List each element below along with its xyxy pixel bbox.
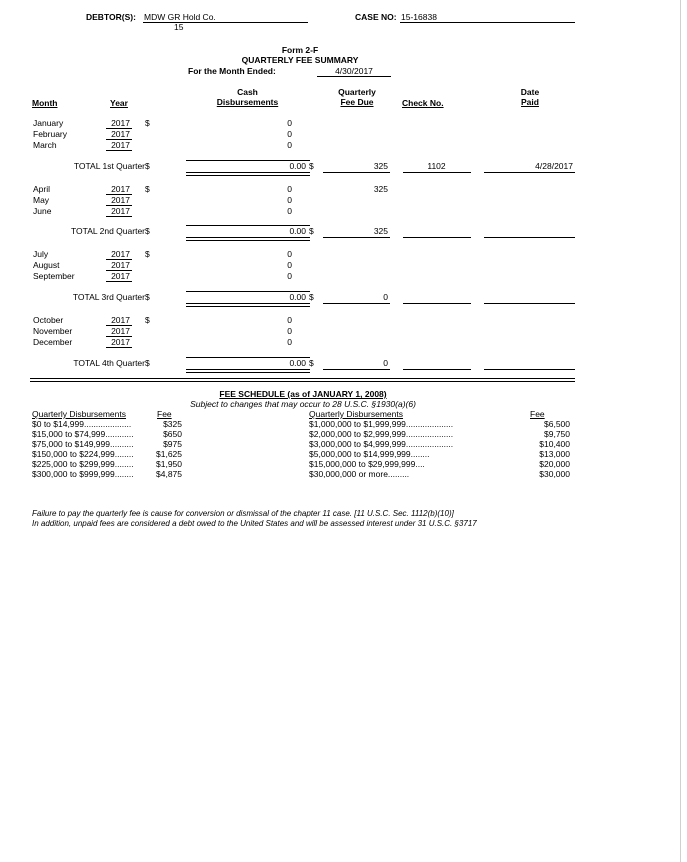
month-name: April xyxy=(33,184,51,194)
total-double-underline xyxy=(186,172,310,176)
fee-due-value: 325 xyxy=(373,226,388,236)
fee-range: $15,000 to $74,999............ xyxy=(32,429,134,439)
dollar-sign: $ xyxy=(145,358,150,368)
fee-due-underline xyxy=(323,172,390,173)
fee-col-disbursements-right: Quarterly Disbursements xyxy=(309,409,404,419)
footer-note-line1: Failure to pay the quarterly fee is cause for conversion or dismissal of the chapter 11 case. [11 U.S.C. Sec. 1112(b)(10)] xyxy=(32,509,454,518)
quarter-total-label: TOTAL 1st Quarter xyxy=(73,161,145,171)
year-value: 2017 xyxy=(111,249,130,259)
year-underline xyxy=(106,205,132,206)
fee-due-underline xyxy=(323,237,390,238)
fee-amount: $1,625 xyxy=(156,449,182,459)
fee-range: $225,000 to $299,999........ xyxy=(32,459,134,469)
dollar-sign: $ xyxy=(309,358,314,368)
year-underline xyxy=(106,216,132,217)
year-underline xyxy=(106,139,132,140)
date-underline xyxy=(484,303,575,304)
month-name: August xyxy=(33,260,60,270)
fee-amount: $650 xyxy=(163,429,182,439)
cash-value: 0 xyxy=(287,129,292,139)
dollar-sign: $ xyxy=(145,161,150,171)
month-name: January xyxy=(33,118,64,128)
col-month: Month xyxy=(32,98,58,108)
fee-amount: $6,500 xyxy=(544,419,570,429)
check-underline xyxy=(403,172,471,173)
col-date-line1: Date xyxy=(520,87,540,97)
fee-range: $3,000,000 to $4,999,999.................... xyxy=(309,439,454,449)
col-quarterly-line1: Quarterly xyxy=(338,87,376,97)
dollar-sign: $ xyxy=(145,184,150,194)
quarter-total-cash: 0.00 xyxy=(289,292,306,302)
fee-range: $2,000,000 to $2,999,999.................... xyxy=(309,429,454,439)
year-underline xyxy=(106,128,132,129)
year-value: 2017 xyxy=(111,184,130,194)
dollar-sign: $ xyxy=(145,226,150,236)
year-value: 2017 xyxy=(111,129,130,139)
cash-value: 0 xyxy=(287,260,292,270)
dollar-sign: $ xyxy=(145,315,150,325)
fee-range: $5,000,000 to $14,999,999........ xyxy=(309,449,430,459)
debtor-underline xyxy=(143,22,308,23)
quarter-total-label: TOTAL 3rd Quarter xyxy=(72,292,145,302)
year-value: 2017 xyxy=(111,195,130,205)
fee-due-value: 0 xyxy=(383,292,388,302)
case-label: CASE NO: xyxy=(355,12,397,22)
cash-value: 0 xyxy=(287,195,292,205)
year-underline xyxy=(106,259,132,260)
fee-due-value: 325 xyxy=(373,161,388,171)
check-number-value: 1102 xyxy=(427,161,446,171)
cash-value: 0 xyxy=(287,337,292,347)
cash-value: 0 xyxy=(287,315,292,325)
quarter-total-label: TOTAL 4th Quarter xyxy=(73,358,145,368)
month-ended-value: 4/30/2017 xyxy=(335,66,373,76)
cash-value: 0 xyxy=(287,206,292,216)
cash-value: 0 xyxy=(287,140,292,150)
cash-value: 0 xyxy=(287,249,292,259)
year-underline xyxy=(106,336,132,337)
fee-due-underline xyxy=(323,369,390,370)
cash-value: 0 xyxy=(287,271,292,281)
debtor-label: DEBTOR(S): xyxy=(86,12,136,22)
fee-due-underline xyxy=(323,303,390,304)
col-year: Year xyxy=(110,98,128,108)
date-paid-value: 4/28/2017 xyxy=(535,161,573,171)
dollar-sign: $ xyxy=(309,226,314,236)
page-edge xyxy=(680,0,681,862)
fee-range: $15,000,000 to $29,999,999.... xyxy=(309,459,425,469)
dollar-sign: $ xyxy=(309,292,314,302)
month-ended-underline xyxy=(317,76,391,77)
year-value: 2017 xyxy=(111,326,130,336)
fee-range: $300,000 to $999,999........ xyxy=(32,469,134,479)
quarter-total-cash: 0.00 xyxy=(289,161,306,171)
fee-amount: $9,750 xyxy=(544,429,570,439)
year-value: 2017 xyxy=(111,271,130,281)
cash-value: 0 xyxy=(287,118,292,128)
case-underline xyxy=(400,22,575,23)
form-number: Form 2-F xyxy=(281,45,319,55)
month-name: December xyxy=(33,337,73,347)
year-value: 2017 xyxy=(111,315,130,325)
col-fee-due-line2: Fee Due xyxy=(340,97,374,107)
year-underline xyxy=(106,347,132,348)
check-underline xyxy=(403,237,471,238)
total-double-underline xyxy=(186,369,310,373)
quarter-total-label: TOTAL 2nd Quarter xyxy=(70,226,145,236)
fee-due-value: 0 xyxy=(383,358,388,368)
fee-amount: $20,000 xyxy=(539,459,570,469)
fee-col-fee-right: Fee xyxy=(530,409,545,419)
quarter-total-cash: 0.00 xyxy=(289,358,306,368)
debtor-name: MDW GR Hold Co. xyxy=(144,12,216,22)
footer-note-line2: In addition, unpaid fees are considered a debt owed to the United States and will be assessed interest under 31 U.S.C. §3717 xyxy=(32,519,477,528)
fee-col-fee-left: Fee xyxy=(157,409,172,419)
dollar-sign: $ xyxy=(145,249,150,259)
date-underline xyxy=(484,172,575,173)
fee-amount: $4,875 xyxy=(156,469,182,479)
fee-amount: $325 xyxy=(163,419,182,429)
month-name: July xyxy=(33,249,49,259)
fee-amount: $1,950 xyxy=(156,459,182,469)
month-name: March xyxy=(33,140,57,150)
debtor-sub: 15 xyxy=(174,22,184,32)
col-cash-line1: Cash xyxy=(237,87,258,97)
check-underline xyxy=(403,369,471,370)
year-underline xyxy=(106,150,132,151)
col-paid-line2: Paid xyxy=(521,97,539,107)
form-title: QUARTERLY FEE SUMMARY xyxy=(241,55,359,65)
month-name: May xyxy=(33,195,50,205)
fee-amount: $10,400 xyxy=(539,439,570,449)
month-name: February xyxy=(33,129,68,139)
check-underline xyxy=(403,303,471,304)
fee-range: $30,000,000 or more......... xyxy=(309,469,410,479)
year-underline xyxy=(106,281,132,282)
total-double-underline xyxy=(186,237,310,241)
fee-range: $0 to $14,999.................... xyxy=(32,419,132,429)
year-underline xyxy=(106,325,132,326)
col-check-no: Check No. xyxy=(402,98,444,108)
month-name: June xyxy=(33,206,52,216)
fee-schedule-title: FEE SCHEDULE (as of JANUARY 1, 2008) xyxy=(219,389,387,399)
fee-schedule-subtitle: Subject to changes that may occur to 28 U.S.C. §1930(a)(6) xyxy=(190,399,416,409)
quarter-total-cash: 0.00 xyxy=(289,226,306,236)
cash-value: 0 xyxy=(287,326,292,336)
month-name: October xyxy=(33,315,64,325)
month-fee-value: 325 xyxy=(373,184,388,194)
date-underline xyxy=(484,237,575,238)
cash-value: 0 xyxy=(287,184,292,194)
fee-range: $1,000,000 to $1,999,999.................... xyxy=(309,419,454,429)
month-name: November xyxy=(33,326,73,336)
month-name: September xyxy=(33,271,75,281)
dollar-sign: $ xyxy=(145,118,150,128)
col-cash-line2: Disbursements xyxy=(216,97,279,107)
year-value: 2017 xyxy=(111,337,130,347)
date-underline xyxy=(484,369,575,370)
dollar-sign: $ xyxy=(309,161,314,171)
section-separator xyxy=(30,378,575,382)
fee-amount: $30,000 xyxy=(539,469,570,479)
case-number: 15-16838 xyxy=(401,12,437,22)
fee-amount: $13,000 xyxy=(539,449,570,459)
year-underline xyxy=(106,270,132,271)
year-underline xyxy=(106,194,132,195)
year-value: 2017 xyxy=(111,206,130,216)
year-value: 2017 xyxy=(111,140,130,150)
year-value: 2017 xyxy=(111,260,130,270)
total-double-underline xyxy=(186,303,310,307)
fee-col-disbursements-left: Quarterly Disbursements xyxy=(32,409,127,419)
fee-range: $75,000 to $149,999.......... xyxy=(32,439,134,449)
year-value: 2017 xyxy=(111,118,130,128)
month-ended-label: For the Month Ended: xyxy=(188,66,276,76)
fee-range: $150,000 to $224,999........ xyxy=(32,449,134,459)
fee-amount: $975 xyxy=(163,439,182,449)
dollar-sign: $ xyxy=(145,292,150,302)
